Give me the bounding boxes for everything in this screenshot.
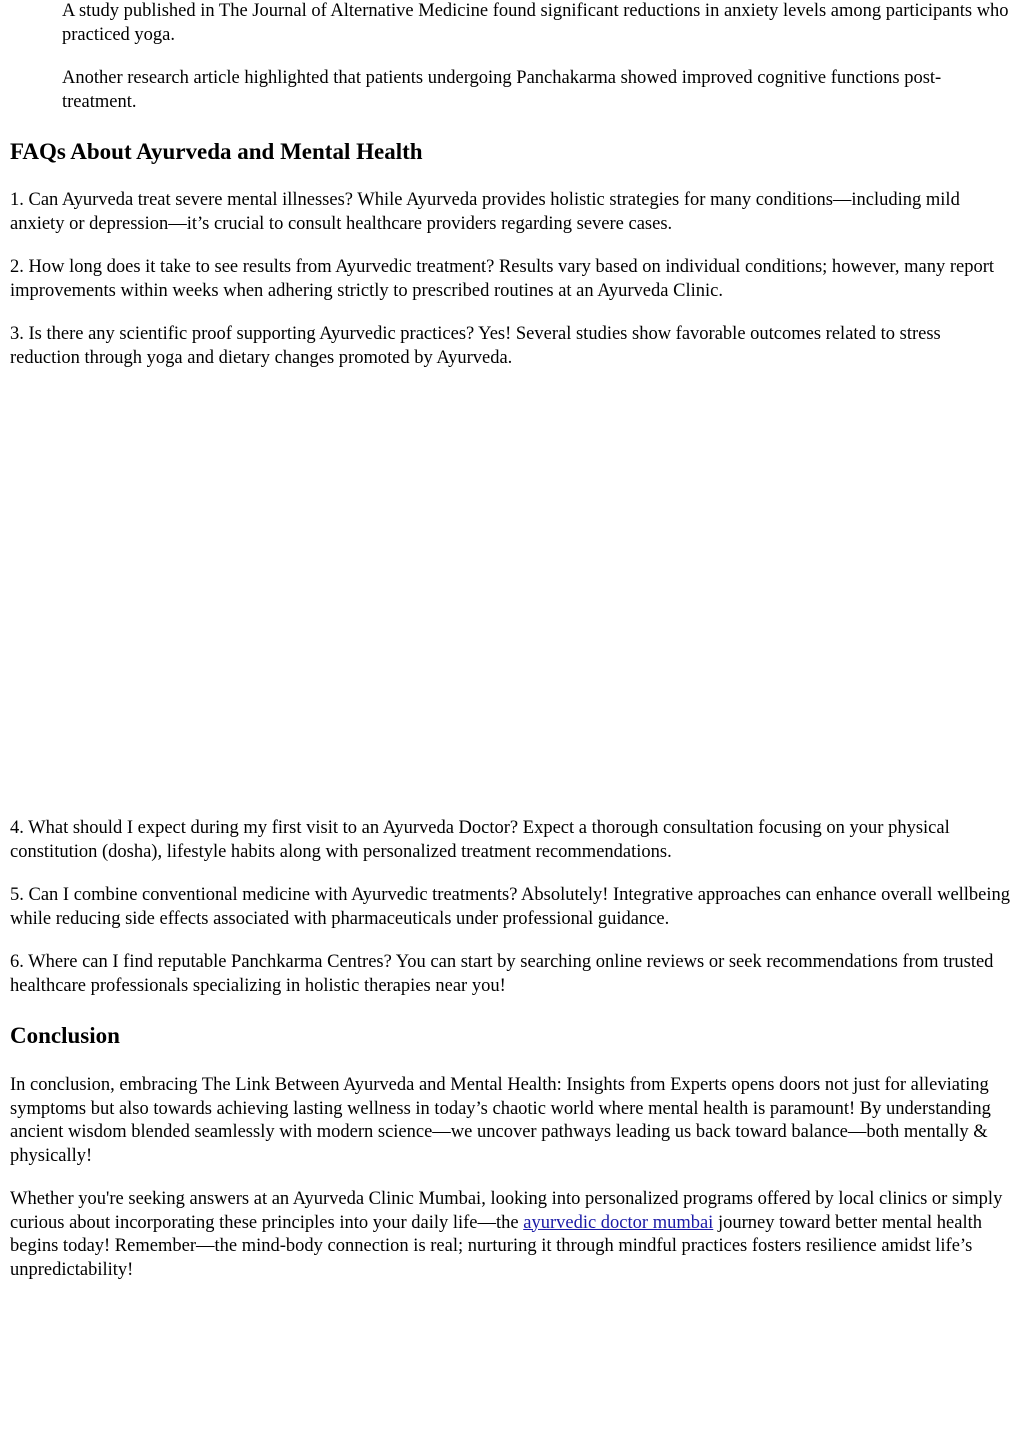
faq-item-5: 5. Can I combine conventional medicine with Ayurvedic treatments? Absolutely! Integrative approaches can enhance overall wellbeing while reducing side effects associated with pharmaceuticals under professional guidance.	[10, 885, 1011, 929]
research-quote-panchakarma-cognition: Another research article highlighted that patients undergoing Panchakarma showed improved cognitive functions post-treatment.	[62, 68, 942, 112]
conclusion-paragraph-1: In conclusion, embracing The Link Between Ayurveda and Mental Health: Insights from Experts opens doors not just for alleviating symptoms but also towards achieving lasting wellness in today’s chaotic world where mental health is paramount! By understanding ancient wisdom blended seamlessly with modern science—we uncover pathways leading us back toward balance—both mentally & physically!	[10, 1075, 991, 1166]
faq-item-3: 3. Is there any scientific proof supporting Ayurvedic practices? Yes! Several studies show favorable outcomes related to stress reduction through yoga and dietary changes promoted by Ayurveda.	[10, 324, 941, 368]
conclusion-paragraph-2-text-before: Whether you're seeking answers at an Ayurveda Clinic Mumbai, looking into personalized programs offered by local clinics or simply curious about incorporating these principles into your daily life—the	[10, 1189, 1003, 1233]
ayurvedic-doctor-mumbai-link[interactable]: ayurvedic doctor mumbai	[523, 1212, 714, 1233]
faq-item-1: 1. Can Ayurveda treat severe mental illnesses? While Ayurveda provides holistic strategies for many conditions—including mild anxiety or depression—it’s crucial to consult healthcare providers regarding severe cases.	[10, 190, 960, 234]
conclusion-paragraph-2-text-after: journey toward better mental health begins today! Remember—the mind-body connection is real; nurturing it through mindful practices fosters resilience amidst life’s unpredictability!	[10, 1212, 982, 1280]
conclusion-paragraph-2	[10, 1188, 1014, 1282]
research-quote-yoga-anxiety: A study published in The Journal of Alternative Medicine found significant reductions in anxiety levels among participants who practiced yoga.	[62, 1, 1009, 45]
faq-item-2: 2. How long does it take to see results from Ayurvedic treatment? Results vary based on individual conditions; however, many report improvements within weeks when adhering strictly to prescribed routines at an Ayurveda Clinic.	[10, 257, 995, 301]
faq-heading: FAQs About Ayurveda and Mental Health	[10, 139, 423, 164]
conclusion-heading: Conclusion	[10, 1023, 120, 1048]
faq-item-4: 4. What should I expect during my first visit to an Ayurveda Doctor? Expect a thorough consultation focusing on your physical constitution (dosha), lifestyle habits along with personalized treatment recommendations.	[10, 818, 950, 862]
faq-item-6: 6. Where can I find reputable Panchkarma Centres? You can start by searching online reviews or seek recommendations from trusted healthcare professionals specializing in holistic therapies near you!	[10, 952, 994, 996]
